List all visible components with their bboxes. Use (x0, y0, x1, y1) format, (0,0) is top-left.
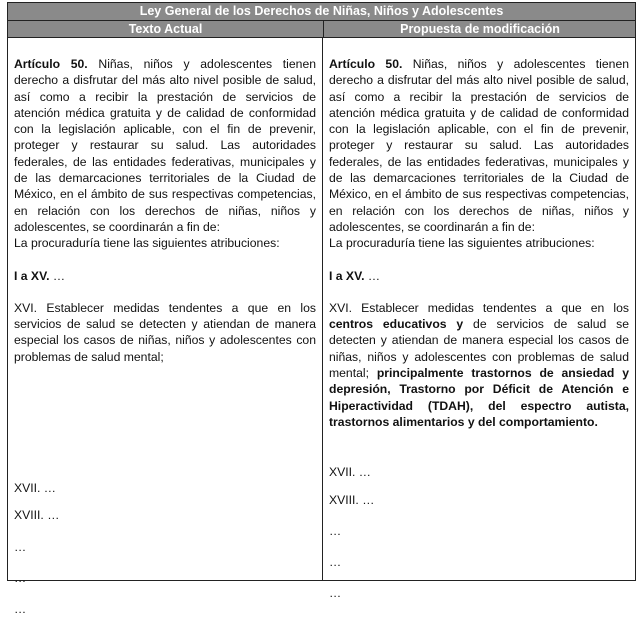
ellipsis-1: … (329, 523, 342, 538)
ellipsis-2: … (14, 570, 27, 585)
fraction-xvi: XVI. Establecer medidas tendentes a que en los centros educativos y de servicios de salud se detecten y atiendan de manera especial los casos de niñas, niños y adolescentes con problemas de salud mental; principalmente trastornos de ansiedad y depresión, Trastorno por Déficit de Atención e Hiperactividad (TDAH), del espectro autista, trastornos alimentarios y del comportamiento. (329, 300, 629, 429)
fraction-xvii: XVII. … (329, 465, 371, 480)
article-50-paragraph (14, 56, 316, 235)
article-label: Artículo 50. (329, 57, 403, 71)
header-current-text: Texto Actual (8, 21, 324, 37)
proposal-column (323, 38, 635, 601)
added-text: principalmente trastornos de ansiedad y depresión, Trastorno por Déficit de Atención e Hiperactividad (TDAH), del espectro autista, trastornos alimentarios y del comportamiento. (329, 366, 629, 429)
ellipsis-3: … (14, 602, 27, 617)
fractions-i-xv: I a XV. … (14, 268, 66, 283)
ellipsis-3: … (329, 586, 342, 601)
added-text: centros educativos y (329, 317, 464, 332)
fraction-xvii: XVII. … (14, 481, 56, 496)
article-body: Niñas, niños y adolescentes tienen derecho a disfrutar del más alto nivel posible de salud, así como a recibir la prestación de servicios de atención médica gratuita y de calidad de conformidad con la legislación aplicable, con el fin de prevenir, proteger y restaurar su salud. Las autoridades federales, de las entidades federativas, municipales y de las demarcaciones territoriales de la Ciudad de México, en el ámbito de sus respectivas competencias, en relación con los derechos de niñas, niños y adolescentes, se coordinarán a fin de: (14, 57, 316, 234)
ellipsis-2: … (329, 555, 342, 570)
content-row (8, 38, 635, 617)
fraction-xvi: XVI. Establecer medidas tendentes a que en los servicios de salud se detecten y atiendan de manera especial los casos de niñas, niños y adolescentes con problemas de salud mental; (14, 300, 316, 364)
current-text-column (8, 38, 323, 617)
header-proposal: Propuesta de modificación (400, 22, 560, 36)
fractions-i-xv: I a XV. … (329, 268, 381, 283)
article-50-paragraph (329, 56, 629, 235)
article-tail: La procuraduría tiene las siguientes atribuciones: (329, 236, 595, 251)
article-label: Artículo 50. (14, 57, 88, 71)
fraction-xviii: XVIII. … (329, 492, 375, 507)
table-title: Ley General de los Derechos de Niñas, Niños y Adolescentes (8, 3, 635, 21)
article-body: Niñas, niños y adolescentes tienen derecho a disfrutar del más alto nivel posible de salud, así como a recibir la prestación de servicios de atención médica gratuita y de calidad de conformidad con la legislación aplicable, con el fin de prevenir, proteger y restaurar su salud. Las autoridades federales, de las entidades federativas, municipales y de las demarcaciones territoriales de la Ciudad de México, en el ámbito de sus respectivas competencias, en relación con los derechos de niñas, niños y adolescentes, se coordinarán a fin de: (329, 57, 630, 234)
comparison-table (7, 2, 636, 617)
ellipsis-1: … (14, 539, 27, 554)
fraction-xviii: XVIII. … (14, 508, 60, 523)
article-tail: La procuraduría tiene las siguientes atribuciones: (14, 236, 280, 251)
header-row (8, 21, 635, 38)
